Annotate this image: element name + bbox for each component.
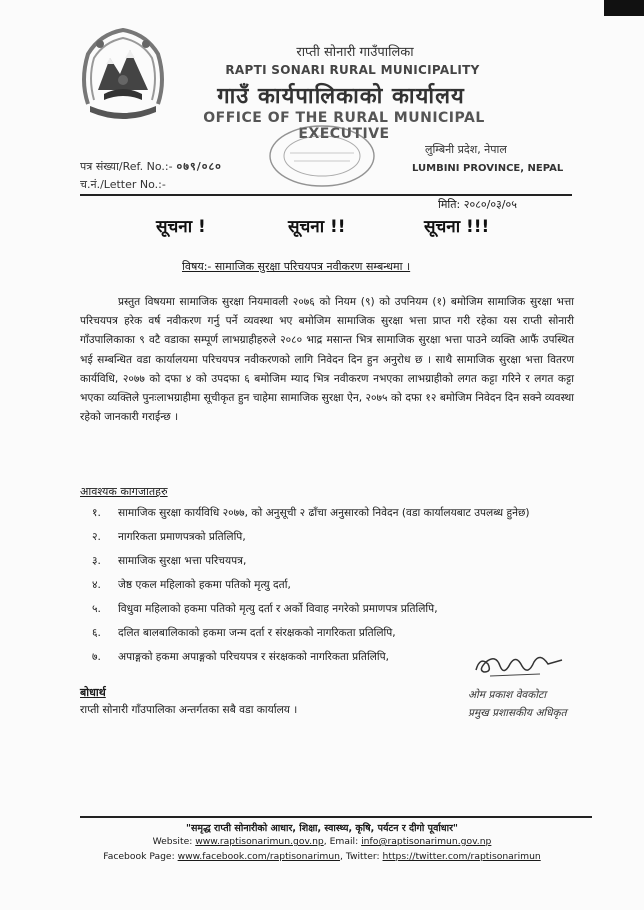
province-np: लुम्बिनी प्रदेश, नेपाल [425,143,507,156]
requirements-list [92,505,574,673]
twitter-label: , Twitter: [340,851,380,862]
footer-divider [80,816,592,818]
ref-label: पत्र संख्या/Ref. No.:- [80,160,173,173]
cc-recipients: राप्ती सोनारी गाँउपालिका अन्तर्गतका सबै वडा कार्यालय । [80,704,298,716]
notice-heading-1: सूचना ! [156,217,206,237]
list-item: १. सामाजिक सुरक्षा कार्यविधि २०७७, को अनुसूची २ ढाँचा अनुसारको निवेदन (वडा कार्यालयबाट उपलब्ध हुनेछ) [92,507,530,519]
nepal-emblem-icon [70,20,176,126]
municipality-name-en: RAPTI SONARI RURAL MUNICIPALITY [225,63,480,77]
list-item: ५. विधुवा महिलाको हकमा पतिको मृत्यु दर्ता र अर्को विवाह नगरेको प्रमाणपत्र प्रतिलिपि, [92,603,438,615]
notice-heading-3: सूचना !!! [424,217,490,237]
letter-date: मिति: २०८०/०३/०५ [438,198,517,211]
scan-edge [604,0,644,16]
subject-line: विषय:- सामाजिक सुरक्षा परिचयपत्र नवीकरण सम्बन्धमा । [182,260,411,273]
facebook-link[interactable]: www.facebook.com/raptisonarimun [177,851,341,862]
list-item: ७. अपाङ्गको हकमा अपाङ्गको परिचयपत्र र संरक्षकको नागरिकता प्रतिलिपि, [92,651,390,663]
municipality-name-np: राप्ती सोनारी गाउँपालिका [296,45,414,60]
province-en: LUMBINI PROVINCE, NEPAL [412,163,564,174]
signature-icon [470,650,566,680]
twitter-link[interactable]: https://twitter.com/raptisonarimun [382,851,541,862]
header-divider [80,194,572,196]
list-item: २. नागरिकता प्रमाणपत्रको प्रतिलिपि, [92,531,246,543]
office-stamp-icon [264,123,380,189]
website-link[interactable]: www.raptisonarimun.gov.np [195,836,324,847]
list-item: ३. सामाजिक सुरक्षा भत्ता परिचयपत्र, [92,555,247,567]
ref-value: ०७९/०८० [176,160,222,173]
body-paragraph: प्रस्तुत विषयमा सामाजिक सुरक्षा नियमावली २०७६ को नियम (९) को उपनियम (१) बमोजिम सामाजिक सुरक्षा भत्ता परिचयपत्र हरेक वर्ष नवीकरण गर्नु पर्ने व्यवस्था भए बमोजिम सामाजिक सुरक्षा भत्ता प्राप्त गरी रहेका यस राप्ती सोनारी गाँउपालिकाका ९ वटै वडाका सम्पूर्ण लाभग्राहीहरुले २०८० भाद्र मसान्त भित्र सामाजिक सुरक्षा भत्ता पाउने व्यक्ति आफैं उपस्थित भई सम्बन्धित वडा कार्यालयमा परिचयपत्र नवीकरणको लागि निवेदन दिन हुन अनुरोध छ । साथै सामाजिक सुरक्षा भत्ता वितरण कार्यविधि, २०७७ को दफा ४ को उपदफा ६ बमोजिम म्याद भित्र नवीकरण नभएका लाभग्राहीको लगत कट्टा गरिने र लगत कट्टा भएका व्यक्तिले पुनःलाभग्राहीमा सूचीकृत हुन चाहेमा सामाजिक सुरक्षा ऐन, २०७५ को दफा १२ बमोजिम निवेदन दिन सक्ने व्यवस्था रहेको जानकारी गराईन्छ । [80,296,574,424]
notice-heading-2: सूचना !! [288,217,346,237]
signatory-title: प्रमुख प्रशासकीय अधिकृत [468,707,567,719]
footer-motto: "समृद्ध राप्ती सोनारीको आधार, शिक्षा, स्वास्थ्य, कृषि, पर्यटन र दीगो पूर्वाधार" [186,823,458,834]
website-label: Website: [152,836,193,847]
office-name-en: OFFICE OF THE RURAL MUNICIPAL EXECUTIVE [203,110,485,142]
letter-number-label: च.नं./Letter No.:- [80,178,166,191]
list-item: ४. जेष्ठ एकल महिलाको हकमा पतिको मृत्यु दर्ता, [92,579,291,591]
footer-social [0,851,644,862]
list-item: ६. दलित बालबालिकाको हकमा जन्म दर्ता र संरक्षकको नागरिकता प्रतिलिपि, [92,627,396,639]
footer-contact [0,836,644,847]
facebook-label: Facebook Page: [103,851,175,862]
requirements-title: आवश्यक कागजातहरु [80,485,168,498]
email-link[interactable]: info@raptisonarimun.gov.np [361,836,492,847]
email-label: , Email: [323,836,359,847]
reference-number [80,159,222,174]
signatory-name: ओम प्रकाश वेवकोटा [468,689,547,701]
cc-title: बोधार्थ [80,686,106,699]
office-name-np: गाउँ कार्यपालिकाको कार्यालय [217,84,465,109]
